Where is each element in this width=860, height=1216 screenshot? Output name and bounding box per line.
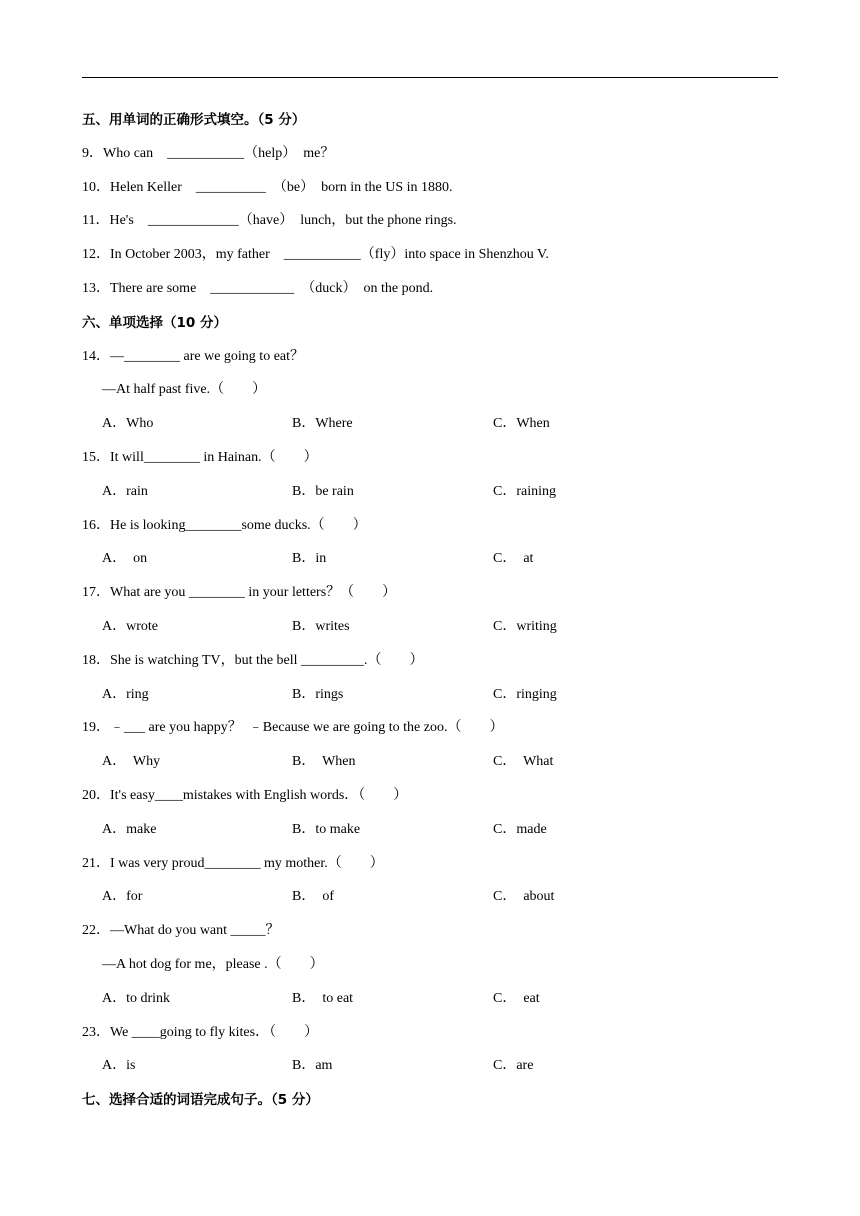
options-row: [82, 479, 782, 513]
fill-in-item: 11．He's _____________（have） lunch，but the phone rings.: [82, 213, 457, 229]
question-stem: 15．It will________ in Hainan.（ ）: [82, 449, 318, 465]
options-row: [82, 1053, 782, 1087]
question-stem: —A hot dog for me，please .（ ）: [102, 956, 324, 972]
option-c: C． about: [493, 889, 555, 905]
option-c: C．raining: [493, 483, 556, 499]
options-row: [82, 986, 782, 1020]
option-c: C．ringing: [493, 686, 557, 702]
option-b: B．am: [292, 1058, 333, 1074]
options-row: [82, 884, 782, 918]
option-b: B． to eat: [292, 990, 354, 1006]
options-row: [82, 749, 782, 783]
fill-in-item: 9．Who can ___________（help） me？: [82, 145, 335, 161]
option-c: C．writing: [493, 618, 557, 634]
fill-in-item: 13．There are some ____________ （duck） on the pond.: [82, 280, 434, 296]
option-c: C．are: [493, 1058, 534, 1074]
fill-in-item: 10．Helen Keller __________ （be） born in the US in 1880.: [82, 179, 453, 195]
option-a: A．ring: [102, 686, 149, 702]
option-c: C． at: [493, 551, 534, 567]
question-stem: 23．We ____going to fly kites．（ ）: [82, 1024, 319, 1040]
question-stem: 17．What are you ________ in your letters？（ ）: [82, 585, 397, 601]
question-stem: 21．I was very proud________ my mother.（ ）: [82, 855, 384, 871]
option-a: A． on: [102, 551, 148, 567]
option-c: C． eat: [493, 990, 540, 1006]
options-row: [82, 411, 782, 445]
question-stem: 20．It's easy____mistakes with English words．（ ）: [82, 787, 408, 803]
section-6-title: 六、单项选择（10 分）: [82, 314, 227, 331]
option-c: C． What: [493, 754, 554, 770]
section-7-title: 七、选择合适的词语完成句子。（5 分）: [82, 1092, 319, 1109]
option-a: A．is: [102, 1058, 136, 1074]
option-b: B．in: [292, 551, 327, 567]
option-b: B．Where: [292, 416, 353, 432]
option-a: A．make: [102, 821, 157, 837]
question-stem: 16．He is looking________some ducks.（ ）: [82, 517, 367, 533]
worksheet-content: [82, 107, 782, 1121]
question-stem: —At half past five.（ ）: [102, 382, 267, 398]
option-a: A．rain: [102, 483, 148, 499]
option-a: A．for: [102, 889, 143, 905]
option-a: A．wrote: [102, 618, 158, 634]
question-stem: 14．—________ are we going to eat？: [82, 348, 305, 364]
option-b: B．to make: [292, 821, 361, 837]
question-stem: 22．—What do you want _____？: [82, 923, 280, 939]
option-b: B．writes: [292, 618, 350, 634]
option-c: C．When: [493, 416, 550, 432]
options-row: [82, 682, 782, 716]
option-b: B．rings: [292, 686, 344, 702]
option-a: A． Why: [102, 754, 161, 770]
header-rule: [82, 77, 778, 78]
option-b: B． of: [292, 889, 334, 905]
question-stem: 18．She is watching TV，but the bell _________.（ ）: [82, 652, 424, 668]
options-row: [82, 817, 782, 851]
option-b: B． When: [292, 754, 356, 770]
fill-in-item: 12．In October 2003，my father ___________（fly）into space in Shenzhou V.: [82, 247, 549, 263]
option-c: C．made: [493, 821, 547, 837]
options-row: [82, 546, 782, 580]
question-stem: 19．﹣___ are you happy？ ﹣Because we are going to the zoo.（ ）: [82, 720, 504, 736]
option-a: A．Who: [102, 416, 154, 432]
section-5-title: 五、用单词的正确形式填空。（5 分）: [82, 112, 306, 128]
option-b: B．be rain: [292, 483, 354, 499]
options-row: [82, 614, 782, 648]
option-a: A．to drink: [102, 990, 171, 1006]
